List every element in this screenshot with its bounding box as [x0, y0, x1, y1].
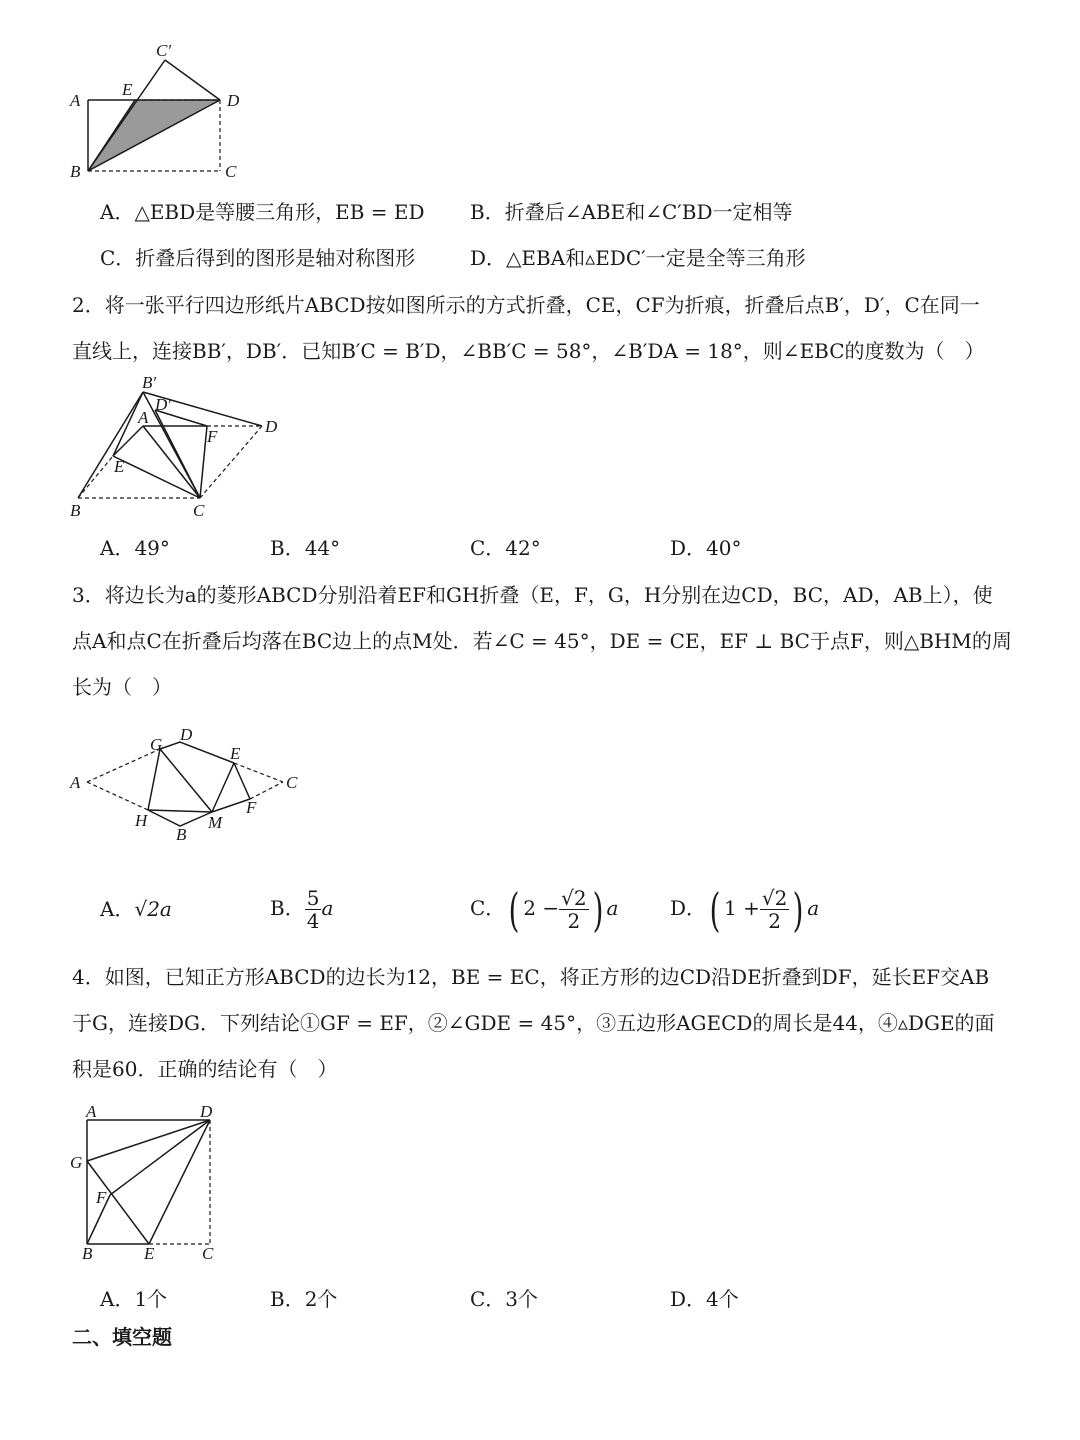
- q3-option-c-lead: 2 −: [523, 896, 560, 920]
- label-b-prime: B′: [142, 373, 157, 392]
- q3-option-c-var: a: [606, 896, 619, 920]
- denominator: 2: [768, 909, 781, 933]
- q1-option-b[interactable]: B．折叠后∠ABE和∠C′BD一定相等: [470, 200, 793, 224]
- label-c: C: [286, 773, 298, 792]
- label-e: E: [230, 744, 241, 763]
- label-a: A: [86, 1102, 97, 1121]
- figure-q2: [60, 370, 290, 525]
- section-title-fill-in: 二、填空题: [72, 1325, 172, 1349]
- q4-option-b[interactable]: B．2个: [270, 1287, 338, 1311]
- q4-text-line1: 4．如图，已知正方形ABCD的边长为12，BE = EC，将正方形的边CD沿DE折叠到DF，延长EF交AB: [72, 965, 990, 989]
- label-g: G: [70, 1153, 83, 1172]
- right-paren-icon: ): [592, 882, 603, 937]
- left-paren-icon: (: [508, 882, 520, 937]
- q4-text-line3: 积是60．正确的结论有（ ）: [72, 1057, 338, 1081]
- q1-option-a[interactable]: A．△EBD是等腰三角形，EB = ED: [100, 200, 425, 224]
- label-a: A: [138, 408, 149, 427]
- label-h: H: [135, 811, 148, 830]
- label-e: E: [114, 457, 125, 476]
- label-a: A: [70, 91, 81, 110]
- q3-option-d-prefix: D．: [670, 896, 707, 920]
- left-paren-icon: (: [709, 882, 721, 937]
- label-b: B: [70, 501, 81, 520]
- label-m: M: [208, 813, 223, 832]
- q3-option-a-value: √2a: [134, 897, 172, 921]
- q3-option-b[interactable]: [270, 883, 333, 933]
- numerator: √2: [761, 886, 788, 910]
- label-e: E: [122, 80, 133, 99]
- denominator: 4: [306, 909, 320, 933]
- q4-option-c[interactable]: C．3个: [470, 1287, 539, 1311]
- q4-text-line2: 于G，连接DG．下列结论①GF = EF，②∠GDE = 45°，③五边形AGECD的周长是44，④▵DGE的面: [72, 1011, 995, 1035]
- q3-text-line3: 长为（ ）: [72, 675, 172, 699]
- label-d-prime: D′: [155, 395, 171, 414]
- q2-option-c[interactable]: C．42°: [470, 536, 541, 560]
- label-g: G: [150, 735, 163, 754]
- q3-option-d-fraction: [760, 887, 789, 932]
- label-b: B: [70, 162, 81, 181]
- q3-option-a-prefix: A．: [100, 897, 135, 921]
- q3-option-d-lead: 1 +: [724, 896, 760, 920]
- q3-option-a[interactable]: [100, 894, 172, 924]
- label-f: F: [96, 1188, 107, 1207]
- label-c: C: [202, 1244, 214, 1263]
- q3-option-b-fraction: [305, 887, 322, 932]
- label-b: B: [82, 1244, 93, 1263]
- label-d: D: [200, 1102, 213, 1121]
- label-c: C: [225, 162, 237, 181]
- shaded-triangle-ebd: [88, 100, 220, 171]
- label-c: C: [193, 501, 205, 520]
- q2-option-d[interactable]: D．40°: [670, 536, 742, 560]
- q3-option-d-var: a: [807, 896, 820, 920]
- q1-option-d[interactable]: D．△EBA和▵EDC′一定是全等三角形: [470, 246, 806, 270]
- label-e: E: [144, 1244, 155, 1263]
- denominator: 2: [567, 909, 581, 933]
- figure-q1: [60, 35, 260, 185]
- q2-text-line2: 直线上，连接BB′，DB′．已知B′C = B′D，∠BB′C = 58°，∠B′DA = 18°，则∠EBC的度数为（ ）: [72, 339, 985, 363]
- label-d: D: [227, 91, 240, 110]
- label-f: F: [246, 798, 257, 817]
- right-paren-icon: ): [792, 882, 804, 937]
- label-c-prime: C′: [156, 41, 172, 60]
- numerator: 5: [306, 886, 320, 910]
- q2-option-b[interactable]: B．44°: [270, 536, 341, 560]
- figure-q3: [60, 720, 310, 845]
- label-a: A: [70, 773, 81, 792]
- label-f: F: [207, 427, 218, 446]
- label-d: D: [180, 725, 193, 744]
- q1-option-c[interactable]: C．折叠后得到的图形是轴对称图形: [100, 246, 416, 270]
- q3-text-line1: 3．将边长为a的菱形ABCD分别沿着EF和GH折叠（E，F，G，H分别在边CD，BC，AD，AB上），使: [72, 583, 993, 607]
- q4-option-d[interactable]: D．4个: [670, 1287, 739, 1311]
- q3-option-b-var: a: [321, 896, 334, 920]
- q4-option-a[interactable]: A．1个: [100, 1287, 168, 1311]
- label-d: D: [265, 417, 278, 436]
- q3-option-d[interactable]: [670, 880, 819, 936]
- q3-text-line2: 点A和点C在折叠后均落在BC边上的点M处．若∠C = 45°，DE = CE，EF ⊥ BC于点F，则△BHM的周: [72, 629, 1012, 653]
- q3-option-c[interactable]: [470, 880, 618, 936]
- q3-option-b-prefix: B．: [270, 896, 305, 920]
- q2-text-line1: 2．将一张平行四边形纸片ABCD按如图所示的方式折叠，CE，CF为折痕，折叠后点B′，D′，C在同一: [72, 293, 980, 317]
- q3-option-c-prefix: C．: [470, 896, 506, 920]
- q3-option-c-fraction: [559, 887, 588, 932]
- numerator: √2: [561, 886, 587, 910]
- figure-q4: [60, 1098, 230, 1268]
- label-b: B: [176, 825, 187, 844]
- q2-option-a[interactable]: A．49°: [100, 536, 170, 560]
